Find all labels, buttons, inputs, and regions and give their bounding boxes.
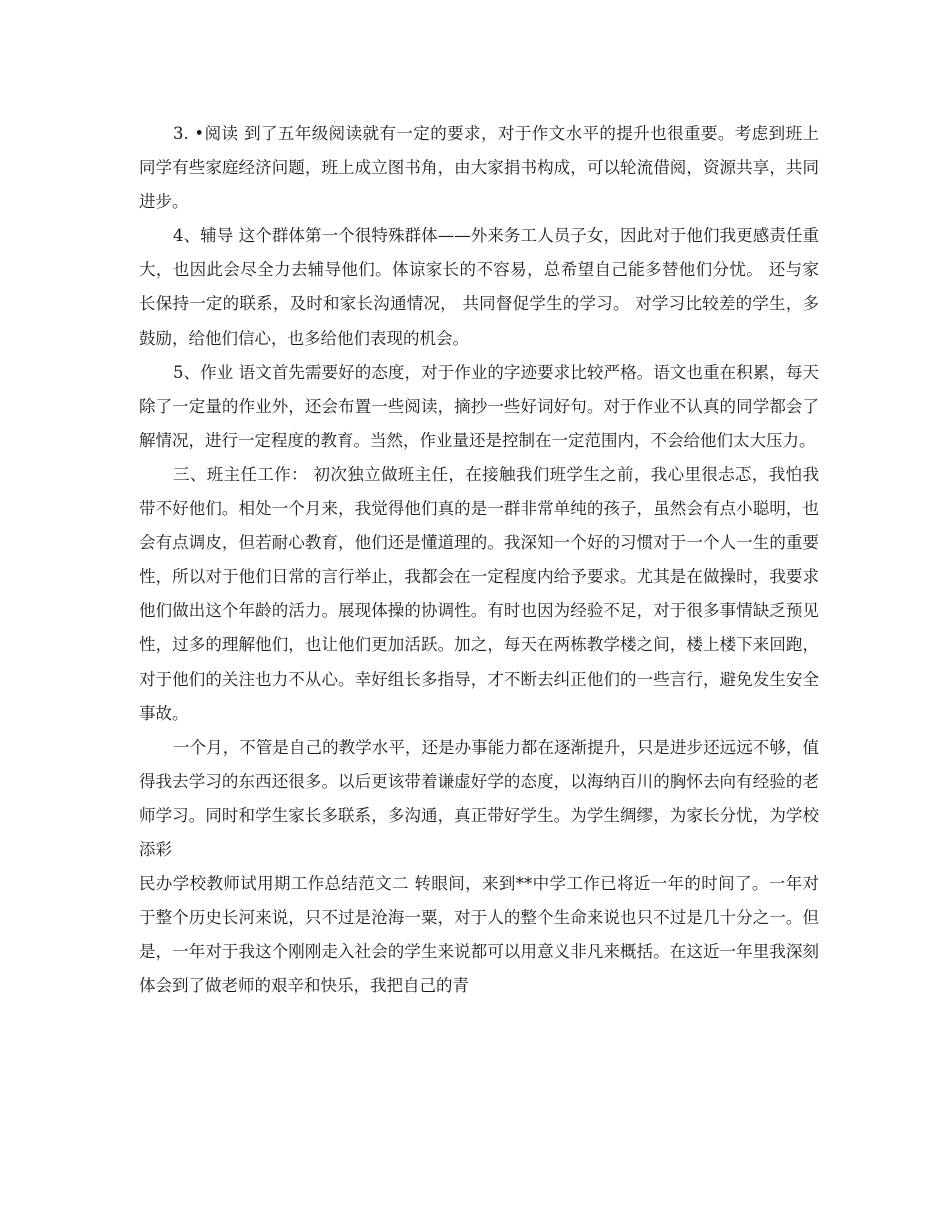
paragraph-reading: 3. •阅读 到了五年级阅读就有一定的要求，对于作文水平的提升也很重要。考虑到班上同学有些家庭经济问题，班上成立图书角，由大家捐书构成，可以轮流借阅，资源共享，共同进步。 — [139, 124, 819, 212]
paragraph-class-teacher-work: 三、班主任工作： 初次独立做班主任，在接触我们班学生之前，我心里很忐忑，我怕我带不好他们。相处一个月来，我觉得他们真的是一群非常单纯的孩子，虽然会有点小聪明，也会有点调皮，但若耐心教育，他们还是懂道理的。我深知一个好的习惯对于一个人一生的重要性，所以对于他们日常的言行举止，我都会在一定程度内给予要求。尤其是在做操时，我要求他们做出这个年龄的活力。展现体操的协调性。有时也因为经验不足，对于很多事情缺乏预见性，过多的理解他们，也让他们更加活跃。加之，每天在两栋教学楼之间，楼上楼下来回跑，对于他们的关注也力不从心。幸好组长多指导，才不断去纠正他们的一些言行，避免发生安全事故。 — [139, 464, 819, 723]
paragraph-tutoring: 4、辅导 这个群体第一个很特殊群体——外来务工人员子女，因此对于他们我更感责任重大，也因此会尽全力去辅导他们。体谅家长的不容易，总希望自己能多替他们分忧。 还与家长保持一定的联系，及时和家长沟通情况， 共同督促学生的学习。 对学习比较差的学生，多鼓励，给他们信心，也多给他们表现的机会。 — [139, 226, 819, 348]
paragraph-sample-two: 民办学校教师试用期工作总结范文二 转眼间，来到**中学工作已将近一年的时间了。一年对于整个历史长河来说，只不过是沧海一粟，对于人的整个生命来说也只不过是几十分之一。但是，一年对于我这个刚刚走入社会的学生来说都可以用意义非凡来概括。在这近一年里我深刻体会到了做老师的艰辛和快乐，我把自己的青 — [139, 874, 819, 996]
paragraph-summary: 一个月，不管是自己的教学水平，还是办事能力都在逐渐提升，只是进步还远远不够，值得我去学习的东西还很多。以后更该带着谦虚好学的态度，以海纳百川的胸怀去向有经验的老师学习。同时和学生家长多联系，多沟通，真正带好学生。为学生绸缪，为家长分忧，为学校添彩 — [139, 737, 819, 859]
paragraph-homework: 5、作业 语文首先需要好的态度，对于作业的字迹要求比较严格。语文也重在积累，每天除了一定量的作业外，还会布置一些阅读，摘抄一些好词好句。对于作业不认真的同学都会了解情况，进行一定程度的教育。当然，作业量还是控制在一定范围内，不会给他们太大压力。 — [139, 362, 819, 450]
document-body — [139, 117, 819, 1003]
